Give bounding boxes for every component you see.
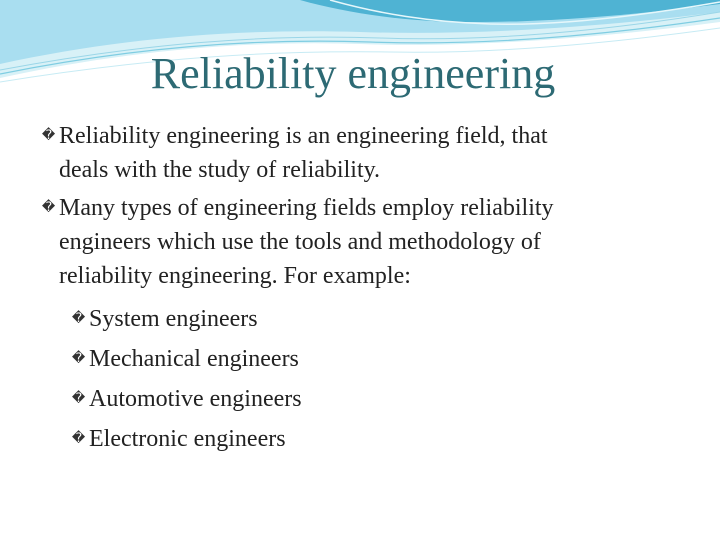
sub-bullet-item [70, 299, 700, 339]
bullet-glyph-icon: � [41, 128, 56, 143]
sub-bullet-item [70, 339, 700, 379]
slide-title: Reliability engineering [150, 49, 556, 98]
bullet-list [40, 119, 700, 459]
bullet-text-line: System engineers [89, 306, 258, 332]
bullet-item [40, 191, 700, 293]
bullet-item [40, 119, 700, 187]
bullet-text-line: Automotive engineers [89, 386, 302, 412]
bullet-glyph-icon: � [71, 311, 86, 326]
bullet-glyph-icon: � [71, 391, 86, 406]
bullet-glyph-icon: � [71, 431, 86, 446]
bullet-text-line: engineers which use the tools and methodology of [59, 229, 541, 255]
bullet-glyph-icon: � [71, 351, 86, 366]
bullet-text-line: deals with the study of reliability. [59, 157, 381, 183]
bullet-glyph-icon: � [41, 200, 56, 215]
sub-bullet-item [70, 419, 700, 459]
bullet-text-line: reliability engineering. For example: [59, 263, 411, 289]
bullet-text-line: Mechanical engineers [89, 346, 299, 372]
bullet-text-line: Many types of engineering fields employ reliability [59, 195, 554, 221]
bullet-text-line: Reliability engineering is an engineering field, that [59, 123, 548, 149]
bullet-text-line: Electronic engineers [89, 426, 286, 452]
sub-bullet-item [70, 379, 700, 419]
